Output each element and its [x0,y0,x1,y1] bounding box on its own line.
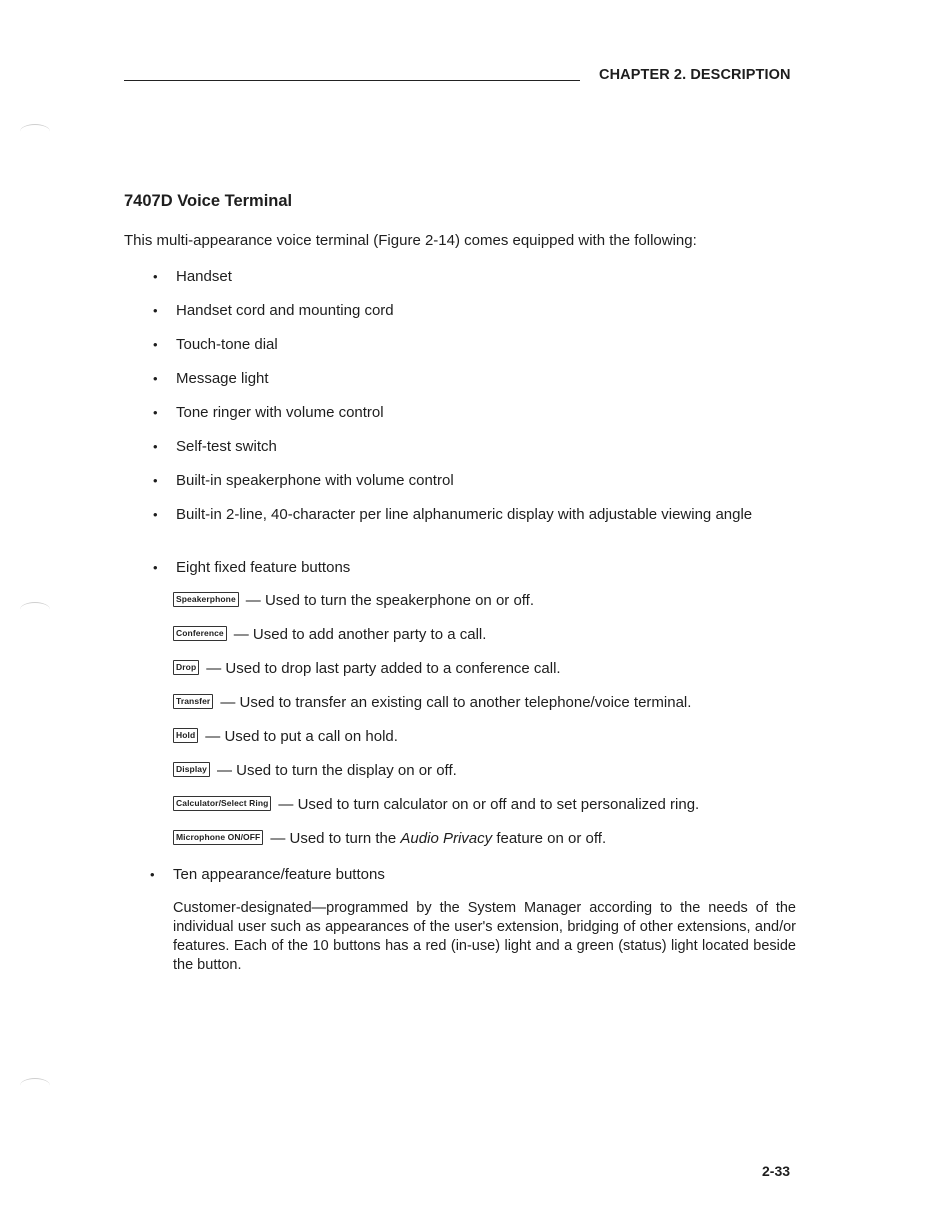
feature-item-microphone: Microphone ON/OFF — Used to turn the Audio Privacy feature on or off. [173,830,606,847]
feature-item-display: Display — Used to turn the display on or off. [173,762,457,779]
display-key-icon: Display [173,762,210,777]
chapter-heading: CHAPTER 2. DESCRIPTION [599,67,791,83]
section-title: 7407D Voice Terminal [124,192,293,210]
bullet-icon: • [153,269,158,284]
feature-item-speakerphone: Speakerphone — Used to turn the speakerphone on or off. [173,592,534,609]
bullet-icon: • [153,303,158,318]
list-item: • Eight fixed feature buttons [153,559,351,576]
drop-key-icon: Drop [173,660,199,675]
bullet-icon: • [153,439,158,454]
feature-item-hold: Hold — Used to put a call on hold. [173,728,398,745]
scan-margin-mark [20,1078,50,1093]
calculator-select-ring-key-icon: Calculator/Select Ring [173,796,271,811]
conference-key-icon: Conference [173,626,227,641]
list-item: • Message light [153,370,269,387]
list-item: • Touch-tone dial [153,336,278,353]
bullet-icon: • [153,507,158,522]
bullet-icon: • [153,473,158,488]
bullet-icon: • [153,371,158,386]
buttons-description-paragraph: Customer-designated—programmed by the System Manager according to the needs of the individual user such as appearances of the user's extension, bridging of other extensions, and/or features. Each of the 10 buttons has a red (in-use) light and a green (status) light located beside the button. [173,900,796,973]
list-item: • Self-test switch [153,438,277,455]
list-item: • Handset cord and mounting cord [153,302,394,319]
scan-margin-mark [20,602,50,617]
list-item: • Ten appearance/feature buttons [150,866,385,883]
bullet-icon: • [150,867,155,882]
header-rule [124,80,580,81]
feature-item-conference: Conference — Used to add another party to a call. [173,626,486,643]
transfer-key-icon: Transfer [173,694,213,709]
bullet-icon: • [153,337,158,352]
scan-margin-mark [20,124,50,139]
bullet-icon: • [153,560,158,575]
hold-key-icon: Hold [173,728,198,743]
list-item: • Handset [153,268,232,285]
speakerphone-key-icon: Speakerphone [173,592,239,607]
list-item: • Built-in 2-line, 40-character per line alphanumeric display with adjustable viewing angle [153,506,753,523]
feature-item-drop: Drop — Used to drop last party added to a conference call. [173,660,561,677]
intro-text: This multi-appearance voice terminal (Figure 2-14) comes equipped with the following: [124,232,697,249]
feature-item-calculator-select-ring: Calculator/Select Ring — Used to turn calculator on or off and to set personalized ring. [173,796,699,813]
list-item: • Built-in speakerphone with volume control [153,472,454,489]
feature-item-transfer: Transfer — Used to transfer an existing call to another telephone/voice terminal. [173,694,691,711]
list-item: • Tone ringer with volume control [153,404,384,421]
bullet-icon: • [153,405,158,420]
microphone-key-icon: Microphone ON/OFF [173,830,263,845]
page-number: 2-33 [762,1163,791,1179]
